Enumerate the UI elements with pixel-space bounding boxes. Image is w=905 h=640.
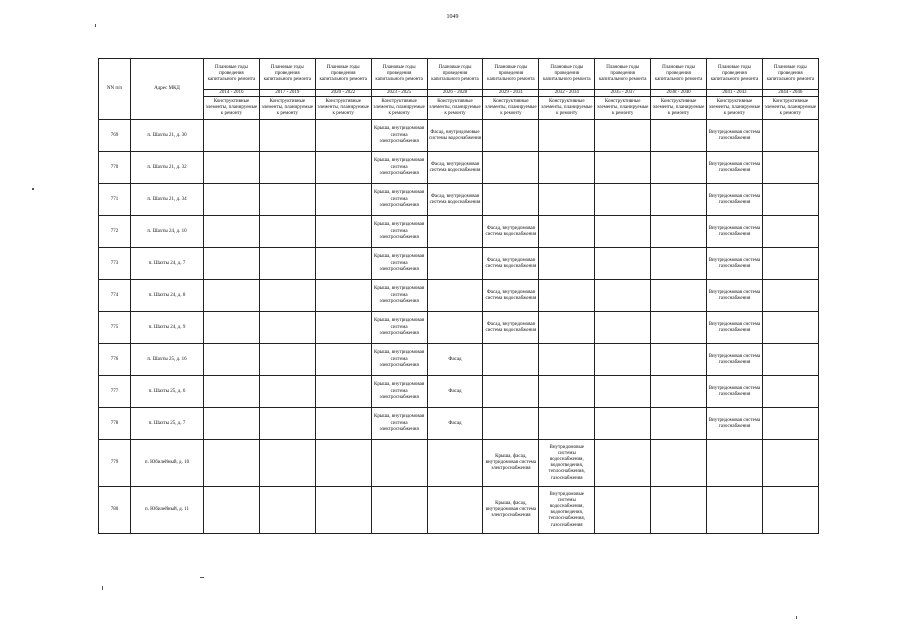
repair-elements-cell — [539, 376, 595, 408]
repair-elements-cell — [483, 408, 539, 440]
row-number: 778 — [99, 408, 131, 440]
repair-elements-cell — [539, 152, 595, 184]
row-address: п. Шахты 21, д. 30 — [131, 120, 204, 152]
repair-elements-cell: Крыша, внутридомовая система электроснабжения — [371, 344, 427, 376]
header-elements-subtitle: Конструктивные элементы, планируемые к ремонту — [539, 97, 595, 120]
repair-elements-cell: Фасад — [427, 408, 483, 440]
header-year-range: 2041 - 2043 — [707, 90, 763, 97]
repair-elements-cell — [315, 280, 371, 312]
header-period-title: Плановые годы проведения капитального ремонта — [427, 59, 483, 90]
repair-elements-cell — [762, 344, 818, 376]
header-year-range: 2035 - 2037 — [595, 90, 651, 97]
repair-elements-cell — [595, 280, 651, 312]
repair-elements-cell — [762, 280, 818, 312]
header-year-range: 2038 - 2040 — [651, 90, 707, 97]
repair-elements-cell: Крыша, внутридомовая система электроснабжения — [371, 248, 427, 280]
table-row — [99, 440, 819, 487]
repair-elements-cell — [539, 408, 595, 440]
repair-elements-cell — [707, 440, 763, 487]
header-period-title: Плановые годы проведения капитального ремонта — [762, 59, 818, 90]
repair-elements-cell — [595, 344, 651, 376]
repair-elements-cell — [315, 344, 371, 376]
repair-elements-cell: Фасад, внутридомовые системы водоснабжения — [427, 120, 483, 152]
repair-elements-cell — [483, 120, 539, 152]
repair-elements-cell — [204, 408, 260, 440]
repair-elements-cell — [259, 408, 315, 440]
repair-elements-cell — [259, 376, 315, 408]
repair-elements-cell — [595, 152, 651, 184]
repair-elements-cell: Фасад, внутридомовая система водоснабжения — [483, 216, 539, 248]
repair-elements-cell — [539, 216, 595, 248]
repair-elements-cell — [315, 440, 371, 487]
repair-elements-cell — [595, 216, 651, 248]
repair-elements-cell — [651, 216, 707, 248]
header-period-title: Плановые годы проведения капитального ремонта — [204, 59, 260, 90]
header-year-range: 2026 - 2028 — [427, 90, 483, 97]
repair-elements-cell — [315, 120, 371, 152]
table-row — [99, 184, 819, 216]
repair-elements-cell — [651, 376, 707, 408]
repair-elements-cell — [651, 248, 707, 280]
repair-elements-cell — [651, 120, 707, 152]
repair-elements-cell — [762, 248, 818, 280]
table-row — [99, 312, 819, 344]
repair-elements-cell — [315, 376, 371, 408]
scan-mark — [102, 586, 103, 590]
repair-elements-cell — [595, 408, 651, 440]
row-address: п. Юбилейный, д. 11 — [131, 487, 204, 534]
repair-elements-cell — [427, 280, 483, 312]
scan-mark — [32, 188, 34, 190]
repair-elements-cell — [595, 312, 651, 344]
header-year-range: 2029 - 2031 — [483, 90, 539, 97]
repair-elements-cell: Внутридомовые системы водоснабжения, водоотведения, теплоснабжения, газоснабжения — [539, 440, 595, 487]
repair-elements-cell — [259, 487, 315, 534]
repair-elements-cell — [427, 248, 483, 280]
repair-elements-cell — [595, 120, 651, 152]
row-address: п. Шахты 24, д. 7 — [131, 248, 204, 280]
repair-elements-cell — [651, 344, 707, 376]
repair-elements-cell — [762, 120, 818, 152]
row-address: п. Шахты 24, д. 10 — [131, 216, 204, 248]
page-number: 1049 — [446, 14, 459, 20]
row-number: 776 — [99, 344, 131, 376]
row-number: 780 — [99, 487, 131, 534]
repair-elements-cell: Крыша, внутридомовая система электроснабжения — [371, 280, 427, 312]
header-elements-subtitle: Конструктивные элементы, планируемые к ремонту — [315, 97, 371, 120]
repair-elements-cell — [762, 216, 818, 248]
repair-elements-cell: Фасад, внутридомовая система водоснабжения — [483, 248, 539, 280]
header-period-title: Плановые годы проведения капитального ремонта — [259, 59, 315, 90]
repair-elements-cell — [315, 216, 371, 248]
header-elements-subtitle: Конструктивные элементы, планируемые к ремонту — [259, 97, 315, 120]
row-address: п. Юбилейный, д. 10 — [131, 440, 204, 487]
repair-elements-cell: Фасад, внутридомовая система водоснабжения — [427, 152, 483, 184]
repair-elements-cell: Крыша, фасад, внутридомовая система электроснабжения — [483, 440, 539, 487]
repair-elements-cell — [204, 312, 260, 344]
repair-elements-cell — [259, 312, 315, 344]
repair-elements-cell: Фасад, внутридомовая система водоснабжения — [483, 280, 539, 312]
capital-repair-schedule-table — [98, 58, 819, 534]
repair-elements-cell — [259, 216, 315, 248]
repair-elements-cell: Фасад — [427, 344, 483, 376]
repair-elements-cell: Крыша, фасад, внутридомовая система электроснабжения — [483, 487, 539, 534]
header-elements-subtitle: Конструктивные элементы, планируемые к ремонту — [371, 97, 427, 120]
repair-elements-cell — [651, 487, 707, 534]
header-elements-subtitle: Конструктивные элементы, планируемые к ремонту — [707, 97, 763, 120]
repair-elements-cell — [315, 248, 371, 280]
header-period-title: Плановые годы проведения капитального ремонта — [707, 59, 763, 90]
repair-elements-cell — [651, 312, 707, 344]
row-number: 769 — [99, 120, 131, 152]
repair-elements-cell — [651, 152, 707, 184]
repair-elements-cell: Крыша, внутридомовая система электроснабжения — [371, 216, 427, 248]
repair-elements-cell: Внутридомовая система газоснабжения — [707, 152, 763, 184]
repair-elements-cell — [539, 184, 595, 216]
repair-elements-cell — [259, 248, 315, 280]
header-period-title: Плановые годы проведения капитального ремонта — [539, 59, 595, 90]
repair-elements-cell: Внутридомовые системы водоснабжения, водоотведения, теплоснабжения, газоснабжения — [539, 487, 595, 534]
header-elements-subtitle: Конструктивные элементы, планируемые к ремонту — [595, 97, 651, 120]
repair-elements-cell: Крыша, внутридомовая система электроснабжения — [371, 312, 427, 344]
row-number: 775 — [99, 312, 131, 344]
header-elements-subtitle: Конструктивные элементы, планируемые к ремонту — [483, 97, 539, 120]
repair-elements-cell: Внутридомовая система газоснабжения — [707, 184, 763, 216]
repair-elements-cell — [204, 344, 260, 376]
repair-elements-cell: Фасад, внутридомовая система водоснабжения — [483, 312, 539, 344]
repair-elements-cell — [204, 280, 260, 312]
repair-elements-cell: Внутридомовая система газоснабжения — [707, 376, 763, 408]
repair-elements-cell — [427, 312, 483, 344]
row-address: п. Шахты 25, д. 7 — [131, 408, 204, 440]
repair-elements-cell — [204, 216, 260, 248]
repair-elements-cell — [371, 440, 427, 487]
repair-elements-cell: Внутридомовая система газоснабжения — [707, 408, 763, 440]
repair-elements-cell — [259, 184, 315, 216]
repair-elements-cell — [315, 487, 371, 534]
repair-elements-cell — [762, 487, 818, 534]
table-row — [99, 280, 819, 312]
repair-elements-cell — [762, 376, 818, 408]
header-period-title: Плановые годы проведения капитального ремонта — [315, 59, 371, 90]
repair-elements-cell: Крыша, внутридомовая система электроснабжения — [371, 152, 427, 184]
header-period-title: Плановые годы проведения капитального ремонта — [371, 59, 427, 90]
row-number: 772 — [99, 216, 131, 248]
repair-elements-cell — [371, 487, 427, 534]
row-number: 779 — [99, 440, 131, 487]
row-address: п. Шахты 25, д. 6 — [131, 376, 204, 408]
table-row — [99, 376, 819, 408]
repair-elements-cell: Фасад — [427, 376, 483, 408]
row-number: 774 — [99, 280, 131, 312]
repair-elements-cell: Крыша, внутридомовая система электроснабжения — [371, 184, 427, 216]
repair-elements-cell — [539, 344, 595, 376]
repair-elements-cell — [427, 440, 483, 487]
table-row — [99, 487, 819, 534]
repair-elements-cell — [762, 408, 818, 440]
repair-elements-cell: Фасад, внутридомовая система водоснабжения — [427, 184, 483, 216]
header-elements-subtitle: Конструктивные элементы, планируемые к ремонту — [651, 97, 707, 120]
repair-elements-cell — [539, 280, 595, 312]
repair-elements-cell — [259, 120, 315, 152]
header-year-range: 2020 - 2022 — [315, 90, 371, 97]
row-address: п. Шахты 24, д. 8 — [131, 280, 204, 312]
repair-elements-cell — [427, 216, 483, 248]
repair-elements-cell — [259, 440, 315, 487]
row-number: 773 — [99, 248, 131, 280]
table-row — [99, 344, 819, 376]
repair-elements-cell — [204, 248, 260, 280]
repair-elements-cell — [595, 248, 651, 280]
row-address: п. Шахты 21, д. 34 — [131, 184, 204, 216]
repair-elements-cell: Внутридомовая система газоснабжения — [707, 248, 763, 280]
row-address: п. Шахты 24, д. 9 — [131, 312, 204, 344]
repair-elements-cell: Внутридомовая система газоснабжения — [707, 216, 763, 248]
repair-elements-cell — [539, 312, 595, 344]
header-year-range: 2014 - 2016 — [204, 90, 260, 97]
repair-elements-cell — [539, 248, 595, 280]
repair-elements-cell — [595, 487, 651, 534]
repair-elements-cell — [595, 376, 651, 408]
repair-elements-cell — [483, 344, 539, 376]
repair-elements-cell — [483, 184, 539, 216]
repair-elements-cell — [595, 184, 651, 216]
repair-elements-cell — [204, 184, 260, 216]
repair-elements-cell — [315, 184, 371, 216]
repair-elements-cell — [539, 120, 595, 152]
repair-elements-cell — [204, 120, 260, 152]
row-number: 770 — [99, 152, 131, 184]
repair-elements-cell — [762, 312, 818, 344]
repair-elements-cell: Крыша, внутридомовая система электроснабжения — [371, 120, 427, 152]
repair-elements-cell — [259, 280, 315, 312]
header-year-range: 2044 - 2046 — [762, 90, 818, 97]
repair-elements-cell — [315, 408, 371, 440]
repair-elements-cell — [204, 487, 260, 534]
header-year-range: 2017 - 2019 — [259, 90, 315, 97]
repair-elements-cell — [707, 487, 763, 534]
repair-elements-cell — [651, 408, 707, 440]
repair-elements-cell — [204, 440, 260, 487]
header-elements-subtitle: Конструктивные элементы, планируемые к ремонту — [204, 97, 260, 120]
repair-elements-cell — [315, 312, 371, 344]
repair-elements-cell — [651, 280, 707, 312]
table-row — [99, 120, 819, 152]
repair-elements-cell — [259, 344, 315, 376]
repair-elements-cell — [762, 184, 818, 216]
header-address: Адрес МКД — [131, 59, 204, 120]
repair-elements-cell — [595, 440, 651, 487]
table-row — [99, 216, 819, 248]
repair-elements-cell — [762, 152, 818, 184]
repair-elements-cell: Внутридомовая система газоснабжения — [707, 344, 763, 376]
row-number: 777 — [99, 376, 131, 408]
row-address: п. Шахты 21, д. 32 — [131, 152, 204, 184]
repair-elements-cell — [651, 184, 707, 216]
repair-elements-cell — [762, 440, 818, 487]
repair-elements-cell: Крыша, внутридомовая система электроснабжения — [371, 376, 427, 408]
table-row — [99, 152, 819, 184]
table-row — [99, 248, 819, 280]
repair-elements-cell — [651, 440, 707, 487]
repair-elements-cell — [427, 487, 483, 534]
repair-elements-cell — [315, 152, 371, 184]
header-number: NN п/п — [99, 59, 131, 120]
repair-elements-cell — [204, 376, 260, 408]
repair-elements-cell: Крыша, внутридомовая система электроснабжения — [371, 408, 427, 440]
scan-mark — [200, 577, 204, 578]
header-period-title: Плановые годы проведения капитального ремонта — [483, 59, 539, 90]
row-number: 771 — [99, 184, 131, 216]
header-year-range: 2023 - 2025 — [371, 90, 427, 97]
scan-mark — [796, 616, 797, 619]
row-address: п. Шахты 25, д. 16 — [131, 344, 204, 376]
repair-elements-cell: Внутридомовая система газоснабжения — [707, 120, 763, 152]
repair-elements-cell: Внутридомовая система газоснабжения — [707, 312, 763, 344]
repair-elements-cell — [259, 152, 315, 184]
header-year-range: 2032 - 2034 — [539, 90, 595, 97]
header-period-title: Плановые годы проведения капитального ремонта — [651, 59, 707, 90]
table-row — [99, 408, 819, 440]
header-elements-subtitle: Конструктивные элементы, планируемые к ремонту — [427, 97, 483, 120]
scan-mark — [95, 24, 96, 27]
repair-elements-cell — [483, 152, 539, 184]
header-period-title: Плановые годы проведения капитального ремонта — [595, 59, 651, 90]
repair-elements-cell — [483, 376, 539, 408]
header-elements-subtitle: Конструктивные элементы, планируемые к ремонту — [762, 97, 818, 120]
repair-elements-cell: Внутридомовая система газоснабжения — [707, 280, 763, 312]
repair-elements-cell — [204, 152, 260, 184]
